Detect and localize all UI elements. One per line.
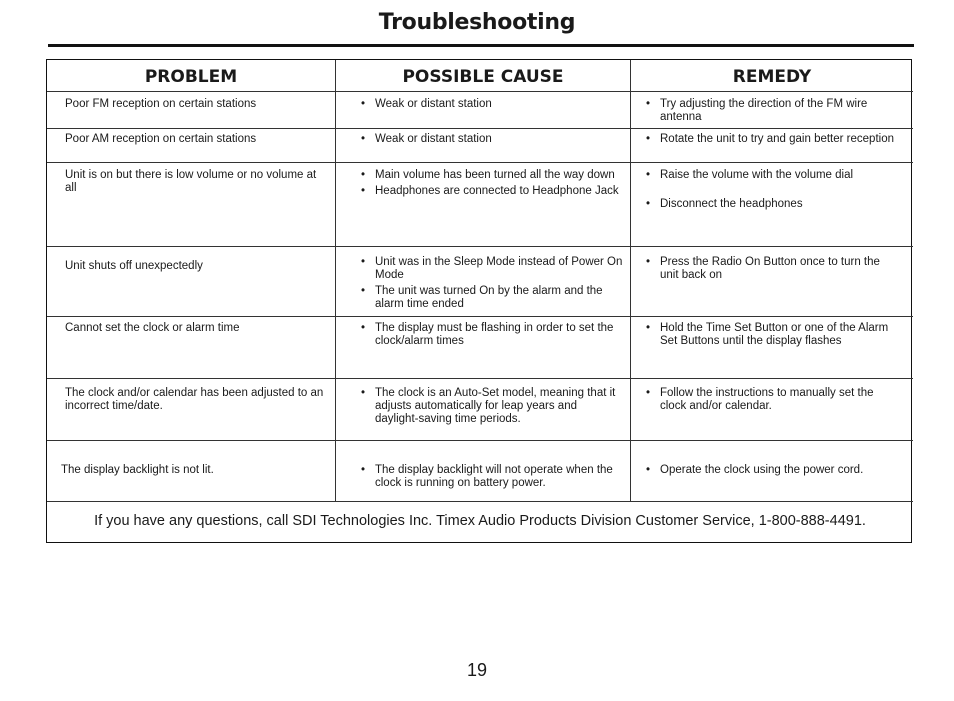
column-divider-1 [335, 60, 336, 501]
contact-divider [47, 501, 913, 502]
bullet: • [646, 198, 651, 210]
problem-text: Poor AM reception on certain stations [65, 133, 257, 145]
remedy-list [646, 387, 896, 416]
remedy-list [646, 322, 896, 351]
bullet: • [361, 185, 366, 197]
remedy-text: Follow the instructions to manually set the clock and/or calendar. [660, 387, 874, 412]
list-item [646, 133, 896, 146]
bullet: • [646, 387, 651, 399]
remedy-text: Try adjusting the direction of the FM wire antenna [660, 98, 868, 123]
remedy-list [646, 256, 896, 285]
row-divider [47, 246, 913, 247]
bullet: • [646, 256, 651, 268]
problem-text: Unit shuts off unexpectedly [65, 260, 203, 272]
list-item [646, 256, 896, 282]
cause-list [361, 387, 623, 429]
list-item [646, 169, 896, 182]
problem-text: Unit is on but there is low volume or no volume at all [65, 169, 317, 194]
remedy-list [646, 98, 896, 127]
list-item [361, 133, 623, 146]
bullet: • [646, 98, 651, 110]
problem-text: Poor FM reception on certain stations [65, 98, 257, 110]
bullet: • [361, 322, 366, 334]
row-divider [47, 378, 913, 379]
header-divider [47, 91, 913, 92]
remedy-text: Rotate the unit to try and gain better reception [660, 133, 894, 145]
cause-list [361, 133, 623, 149]
list-item [361, 387, 623, 426]
list-item [646, 198, 896, 211]
remedy-list [646, 133, 896, 149]
troubleshooting-table [46, 59, 912, 543]
header-possible-cause: POSSIBLE CAUSE [402, 67, 564, 87]
cause-text: The display backlight will not operate when the clock is running on battery power. [375, 464, 613, 489]
cause-text: Main volume has been turned all the way down [375, 169, 615, 181]
row-divider [47, 440, 913, 441]
bullet: • [646, 322, 651, 334]
row-divider [47, 128, 913, 129]
problem-text: Cannot set the clock or alarm time [65, 322, 240, 334]
bullet: • [646, 169, 651, 181]
bullet: • [646, 464, 651, 476]
bullet: • [361, 387, 366, 399]
remedy-text: Hold the Time Set Button or one of the Alarm Set Buttons until the display flashes [660, 322, 889, 347]
row-divider [47, 316, 913, 317]
remedy-list [646, 464, 896, 480]
list-item [646, 387, 896, 413]
bullet: • [646, 133, 651, 145]
remedy-text: Press the Radio On Button once to turn the unit back on [660, 256, 880, 281]
remedy-list [646, 169, 896, 214]
cause-text: Unit was in the Sleep Mode instead of Power On Mode [375, 256, 623, 281]
list-item [646, 464, 896, 477]
cause-list [361, 322, 623, 351]
list-item [646, 322, 896, 348]
list-item [361, 464, 623, 490]
cause-text: Weak or distant station [375, 133, 492, 145]
page-title: Troubleshooting [378, 10, 576, 35]
list-item [361, 169, 623, 182]
list-item [361, 285, 623, 311]
cause-list [361, 464, 623, 493]
problem-text: The clock and/or calendar has been adjusted to an incorrect time/date. [65, 387, 324, 412]
bullet: • [361, 133, 366, 145]
list-item [646, 98, 896, 124]
list-item [361, 98, 623, 111]
cause-text: Headphones are connected to Headphone Jack [375, 185, 619, 197]
bullet: • [361, 256, 366, 268]
customer-service-contact: If you have any questions, call SDI Technologies Inc. Timex Audio Products Division Customer Service, 1-800-888-4491. [94, 513, 866, 529]
header-remedy: REMEDY [732, 67, 812, 87]
bullet: • [361, 464, 366, 476]
bullet: • [361, 98, 366, 110]
cause-text: The display must be flashing in order to set the clock/alarm times [375, 322, 614, 347]
title-rule [48, 44, 914, 47]
header-problem: PROBLEM [144, 67, 238, 87]
page-number: 19 [466, 660, 488, 680]
bullet: • [361, 169, 366, 181]
problem-text: The display backlight is not lit. [61, 464, 214, 476]
list-item [361, 185, 623, 198]
bullet: • [361, 285, 366, 297]
remedy-text: Disconnect the headphones [660, 198, 803, 210]
cause-list [361, 98, 623, 114]
list-item [361, 322, 623, 348]
row-divider [47, 162, 913, 163]
remedy-text: Operate the clock using the power cord. [660, 464, 864, 476]
cause-list [361, 256, 623, 314]
cause-text: Weak or distant station [375, 98, 492, 110]
cause-list [361, 169, 623, 201]
cause-text: The unit was turned On by the alarm and the alarm time ended [375, 285, 603, 310]
list-item [361, 256, 623, 282]
cause-text: The clock is an Auto-Set model, meaning that it adjusts automatically for leap years and daylight-saving time periods. [375, 387, 616, 425]
remedy-text: Raise the volume with the volume dial [660, 169, 854, 181]
column-divider-2 [630, 60, 631, 501]
